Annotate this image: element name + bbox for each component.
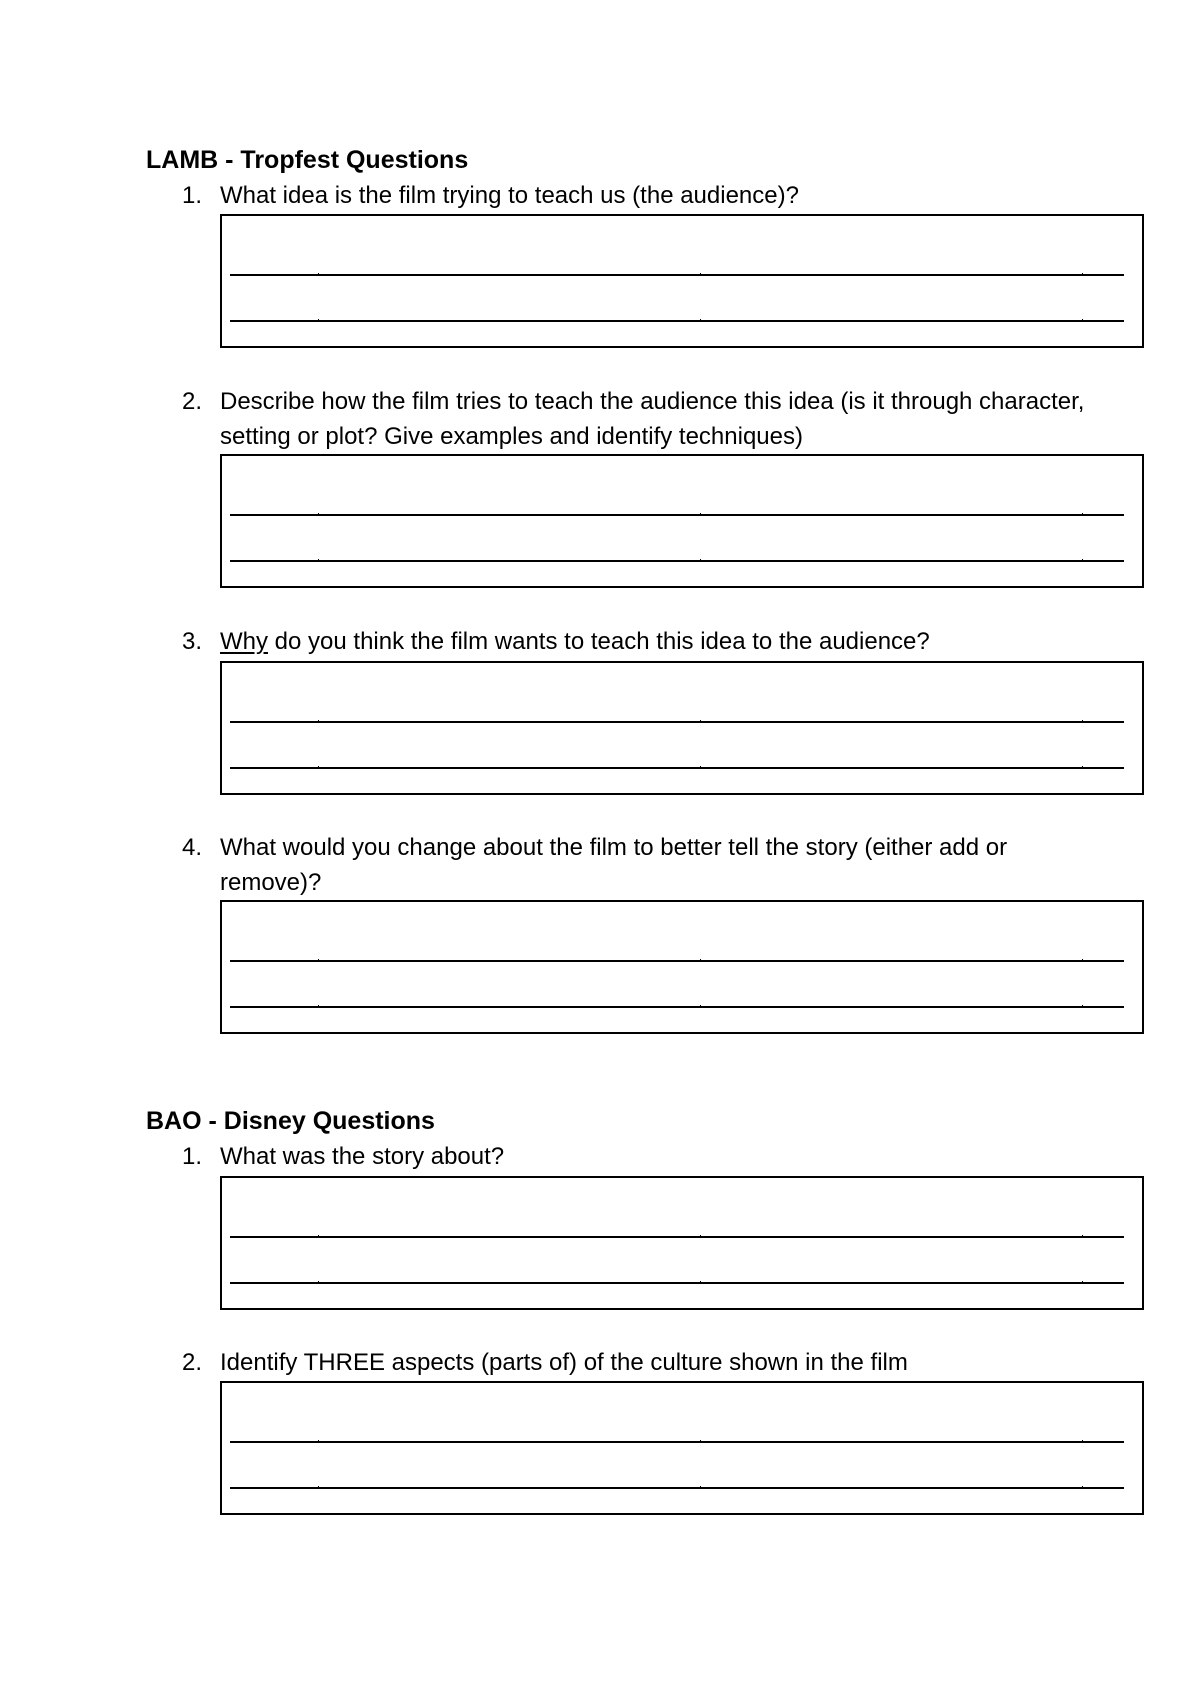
section-title-bao: BAO - Disney Questions: [146, 1107, 435, 1135]
answer-line: [230, 320, 1124, 322]
question-number: 1.: [182, 182, 203, 209]
question-lamb-2: [182, 384, 1102, 454]
answer-line: [230, 767, 1124, 769]
question-text: [220, 624, 1102, 659]
answer-line: [230, 1441, 1124, 1443]
section-title-lamb: LAMB - Tropfest Questions: [146, 146, 469, 174]
answer-line: [230, 1282, 1124, 1284]
question-text: Identify THREE aspects (parts of) of the culture shown in the film: [220, 1349, 908, 1376]
answer-box-lamb-4[interactable]: [220, 900, 1144, 1034]
question-emphasis: Why: [220, 628, 268, 655]
answer-line: [230, 560, 1124, 562]
question-number: 3.: [182, 628, 203, 655]
answer-box-bao-2[interactable]: [220, 1381, 1144, 1515]
question-text: What idea is the film trying to teach us (the audience)?: [220, 182, 799, 209]
answer-box-lamb-2[interactable]: [220, 454, 1144, 588]
answer-box-bao-1[interactable]: [220, 1176, 1144, 1310]
answer-line: [230, 1006, 1124, 1008]
question-text: Describe how the film tries to teach the audience this idea (is it through character, setting or plot? Give examples and identify techniques): [220, 388, 1085, 450]
question-number: 2.: [182, 1349, 203, 1376]
answer-box-lamb-3[interactable]: [220, 661, 1144, 795]
answer-line: [230, 960, 1124, 962]
question-text-rest: do you think the film wants to teach this idea to the audience?: [268, 628, 930, 655]
question-number: 1.: [182, 1143, 203, 1170]
answer-line: [230, 1487, 1124, 1489]
answer-box-lamb-1[interactable]: [220, 214, 1144, 348]
question-bao-2: [182, 1345, 1102, 1380]
question-number: 2.: [182, 388, 203, 415]
answer-line: [230, 274, 1124, 276]
question-lamb-1: [182, 178, 1102, 213]
question-text: What was the story about?: [220, 1143, 505, 1170]
question-lamb-3: [182, 624, 1102, 659]
answer-line: [230, 514, 1124, 516]
question-lamb-4: [182, 830, 1102, 900]
answer-line: [230, 1236, 1124, 1238]
question-number: 4.: [182, 834, 203, 861]
answer-line: [230, 721, 1124, 723]
question-bao-1: [182, 1139, 1102, 1174]
question-text: What would you change about the film to better tell the story (either add or remove)?: [220, 834, 1008, 896]
